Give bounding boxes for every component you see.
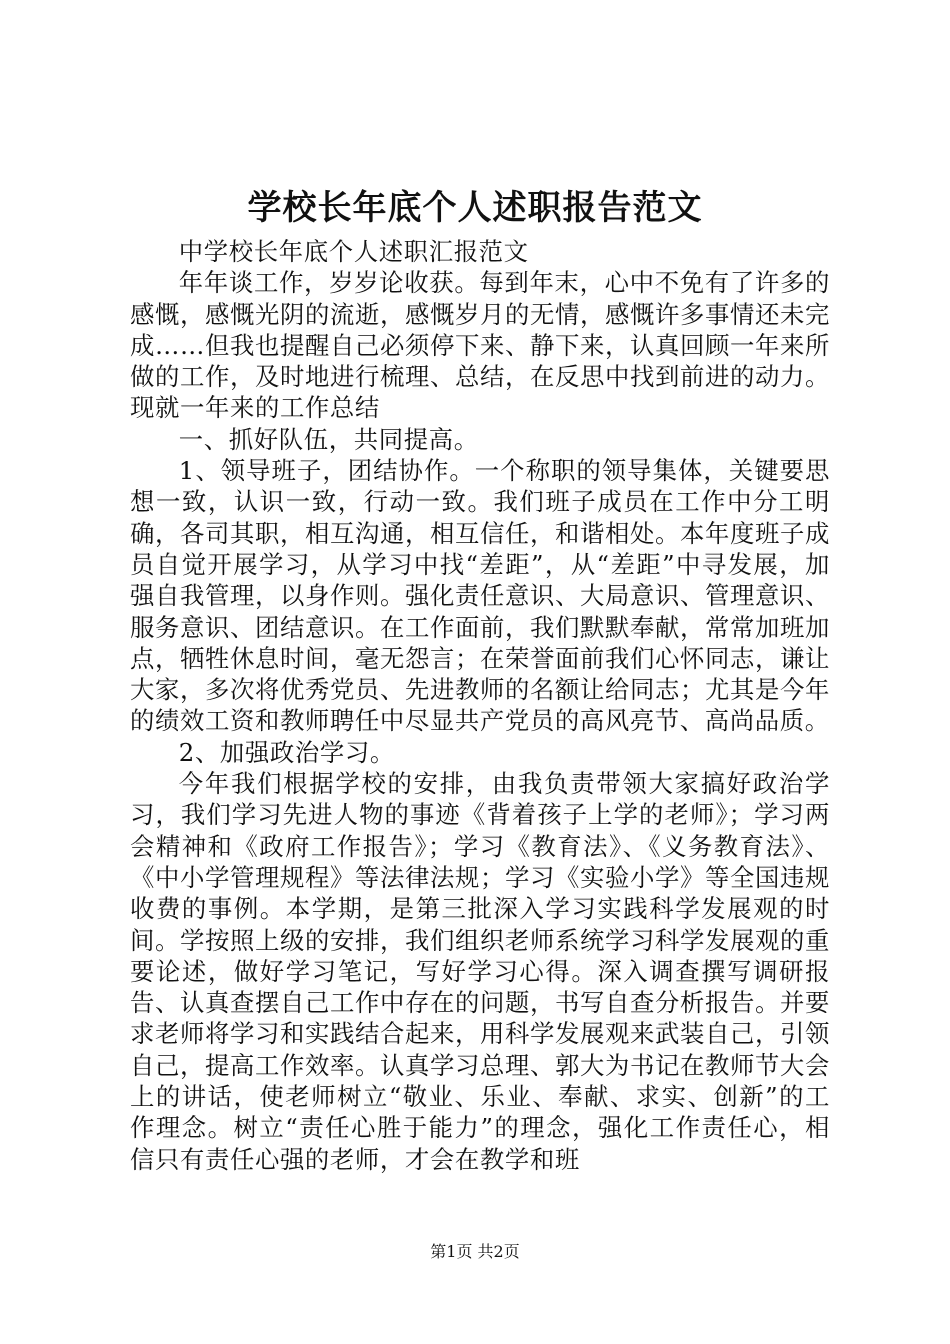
body-paragraph: 2、加强政治学习。 xyxy=(178,737,395,767)
body-paragraph: 今年我们根据学校的安排，由我负责带领大家搞好政治学习，我们学习先进人物的事迹《背着孩子上学的老师》；学习两会精神和《政府工作报告》；学习《教育法》、《义务教育法》、《中小学管理规程》等法律法规；学习《实验小学》等全国违规收费的事例。本学期，是第三批深入学习实践科学发展观的时间。学按照上级的安排，我们组织老师系统学习科学发展观的重要论述，做好学习笔记，写好学习心得。深入调查撰写调研报告、认真查摆自己工作中存在的问题，书写自查分析报告。并要求老师将学习和实践结合起来，用科学发展观来武装自己，引领自己，提高工作效率。认真学习总理、郭大为书记在教师节大会上的讲话，使老师树立“敬业、乐业、奉献、求实、创新”的工作理念。树立“责任心胜于能力”的理念，强化工作责任心，相信只有责任心强的老师，才会在教学和班 xyxy=(130,769,830,1174)
body-paragraph: 一、抓好队伍，共同提高。 xyxy=(178,424,479,454)
body-paragraph: 1、领导班子，团结协作。一个称职的领导集体，关键要思想一致，认识一致，行动一致。我们班子成员在工作中分工明确，各司其职，相互沟通，相互信任，和谐相处。本年度班子成员自觉开展学习，从学习中找“差距”，从“差距”中寻发展，加强自我管理，以身作则。强化责任意识、大局意识、管理意识、服务意识、团结意识。在工作面前，我们默默奉献，常常加班加点，牺牲休息时间，毫无怨言；在荣誉面前我们心怀同志，谦让大家，多次将优秀党员、先进教师的名额让给同志；尤其是今年的绩效工资和教师聘任中尽显共产党员的高风亮节、高尚品质。 xyxy=(130,456,830,736)
page-number-footer: 第1页 共2页 xyxy=(430,1242,520,1261)
body-paragraph: 中学校长年底个人述职汇报范文 xyxy=(178,237,529,266)
body-paragraph: 年年谈工作，岁岁论收获。每到年末，心中不免有了许多的感慨，感慨光阴的流逝，感慨岁月的无情，感慨许多事情还未完成……但我也提醒自己必须停下来、静下来，认真回顾一年来所做的工作，及时地进行梳理、总结，在反思中找到前进的动力。现就一年来的工作总结 xyxy=(130,268,830,423)
document-title: 学校长年底个人述职报告范文 xyxy=(247,188,703,228)
document-body xyxy=(130,236,830,1175)
